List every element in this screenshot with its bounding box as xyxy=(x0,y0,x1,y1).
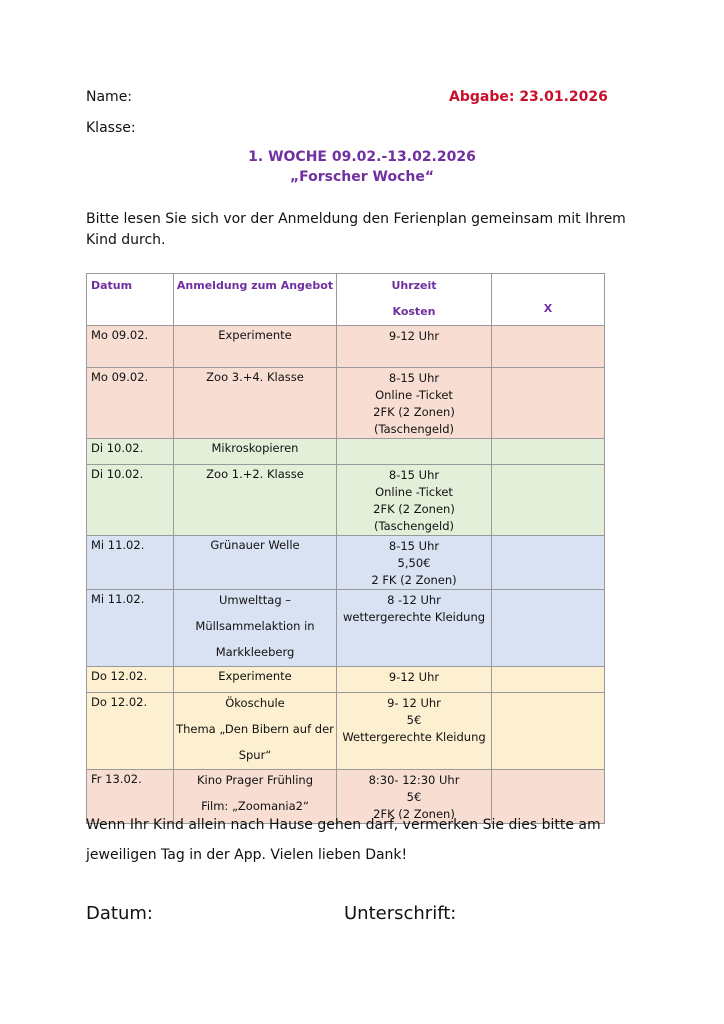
class-label: Klasse: xyxy=(86,120,136,136)
time-line: 8-15 Uhr xyxy=(388,468,440,482)
table-row xyxy=(87,770,605,824)
row-date: Mi 11.02. xyxy=(87,590,174,667)
row-date: Mo 09.02. xyxy=(87,368,174,439)
row-offer xyxy=(174,770,337,824)
row-offer xyxy=(174,326,337,368)
row-checkbox-cell[interactable] xyxy=(492,368,605,439)
week-subtitle: „Forscher Woche“ xyxy=(289,169,435,185)
row-date: Di 10.02. xyxy=(87,439,174,465)
offer-line: Mikroskopieren xyxy=(211,441,299,455)
table-row xyxy=(87,326,605,368)
row-checkbox-cell[interactable] xyxy=(492,465,605,536)
header-datum: Datum xyxy=(87,274,174,326)
time-line: 9- 12 Uhr xyxy=(387,696,441,710)
time-line: 9-12 Uhr xyxy=(388,329,440,343)
row-time xyxy=(337,465,492,536)
time-line: 9-12 Uhr xyxy=(388,670,440,684)
time-line: wettergerechte Kleidung xyxy=(342,610,486,624)
row-time xyxy=(337,536,492,590)
row-offer xyxy=(174,667,337,693)
offer-line: Kino Prager Frühling xyxy=(196,773,314,787)
signature-label: Unterschrift: xyxy=(344,903,457,924)
row-checkbox-cell[interactable] xyxy=(492,326,605,368)
row-checkbox-cell[interactable] xyxy=(492,693,605,770)
time-line: 5€ xyxy=(406,790,422,804)
time-line: (Taschengeld) xyxy=(374,422,454,436)
offer-line: Grünauer Welle xyxy=(210,538,300,552)
week-title: 1. WOCHE 09.02.-13.02.2026 xyxy=(248,149,476,165)
row-offer xyxy=(174,465,337,536)
offer-line: Müllsammelaktion in xyxy=(195,619,315,633)
offer-line: Film: „Zoomania2“ xyxy=(201,799,309,813)
time-line: 8-15 Uhr xyxy=(388,371,440,385)
row-time xyxy=(337,326,492,368)
deadline-text: Abgabe: 23.01.2026 xyxy=(449,89,608,105)
table-row xyxy=(87,465,605,536)
date-label: Datum: xyxy=(86,903,153,924)
row-checkbox-cell[interactable] xyxy=(492,439,605,465)
row-time xyxy=(337,770,492,824)
row-time xyxy=(337,693,492,770)
header-x: X xyxy=(492,274,605,326)
row-checkbox-cell[interactable] xyxy=(492,770,605,824)
row-offer xyxy=(174,536,337,590)
row-date: Do 12.02. xyxy=(87,667,174,693)
header-uhrzeit-kosten xyxy=(337,274,492,326)
row-date: Mo 09.02. xyxy=(87,326,174,368)
row-time xyxy=(337,439,492,465)
offer-line: Markkleeberg xyxy=(215,645,295,659)
header-angebot: Anmeldung zum Angebot xyxy=(174,274,337,326)
intro-text: Bitte lesen Sie sich vor der Anmeldung den Ferienplan gemeinsam mit Ihrem Kind durch. xyxy=(86,211,626,248)
row-time xyxy=(337,368,492,439)
table-row xyxy=(87,536,605,590)
note-line-2: jeweiligen Tag in der App. Vielen lieben Dank! xyxy=(86,847,408,863)
header-uhrzeit: Uhrzeit xyxy=(391,279,437,292)
row-date: Do 12.02. xyxy=(87,693,174,770)
row-offer xyxy=(174,693,337,770)
row-offer xyxy=(174,439,337,465)
time-line: 2FK (2 Zonen) xyxy=(373,502,455,516)
offer-line: Ökoschule xyxy=(225,696,285,710)
table-row xyxy=(87,439,605,465)
row-offer xyxy=(174,590,337,667)
table-row xyxy=(87,693,605,770)
offer-line: Experimente xyxy=(218,328,292,342)
time-line: (Taschengeld) xyxy=(374,519,454,533)
row-checkbox-cell[interactable] xyxy=(492,590,605,667)
offer-line: Zoo 3.+4. Klasse xyxy=(206,370,304,384)
table-row xyxy=(87,590,605,667)
row-checkbox-cell[interactable] xyxy=(492,536,605,590)
time-line: 2FK (2 Zonen) xyxy=(373,405,455,419)
name-label: Name: xyxy=(86,89,133,105)
offer-line: Thema „Den Bibern auf der xyxy=(176,722,334,736)
offer-line: Spur“ xyxy=(238,748,272,762)
time-line: Wettergerechte Kleidung xyxy=(342,730,486,744)
row-time xyxy=(337,590,492,667)
row-date: Fr 13.02. xyxy=(87,770,174,824)
offer-line: Experimente xyxy=(218,669,292,683)
time-line: 8-15 Uhr xyxy=(388,539,440,553)
row-date: Di 10.02. xyxy=(87,465,174,536)
time-line: Online -Ticket xyxy=(375,388,453,402)
row-time xyxy=(337,667,492,693)
row-checkbox-cell[interactable] xyxy=(492,667,605,693)
table-row xyxy=(87,667,605,693)
note-line-1: Wenn Ihr Kind allein nach Hause gehen darf, vermerken Sie dies bitte am xyxy=(86,817,601,833)
offer-line: Zoo 1.+2. Klasse xyxy=(206,467,304,481)
holiday-plan-table xyxy=(86,273,605,824)
time-line: 2FK (2 Zonen) xyxy=(373,807,455,821)
time-line: 5,50€ xyxy=(397,556,431,570)
time-line: 8 -12 Uhr xyxy=(387,593,441,607)
table-header-row xyxy=(87,274,605,326)
time-line: 8:30- 12:30 Uhr xyxy=(368,773,460,787)
header-kosten: Kosten xyxy=(392,305,436,318)
table-row xyxy=(87,368,605,439)
row-offer xyxy=(174,368,337,439)
time-line: 5€ xyxy=(406,713,422,727)
row-date: Mi 11.02. xyxy=(87,536,174,590)
offer-line: Umwelttag – xyxy=(218,593,292,607)
time-line: 2 FK (2 Zonen) xyxy=(371,573,457,587)
time-line: Online -Ticket xyxy=(375,485,453,499)
